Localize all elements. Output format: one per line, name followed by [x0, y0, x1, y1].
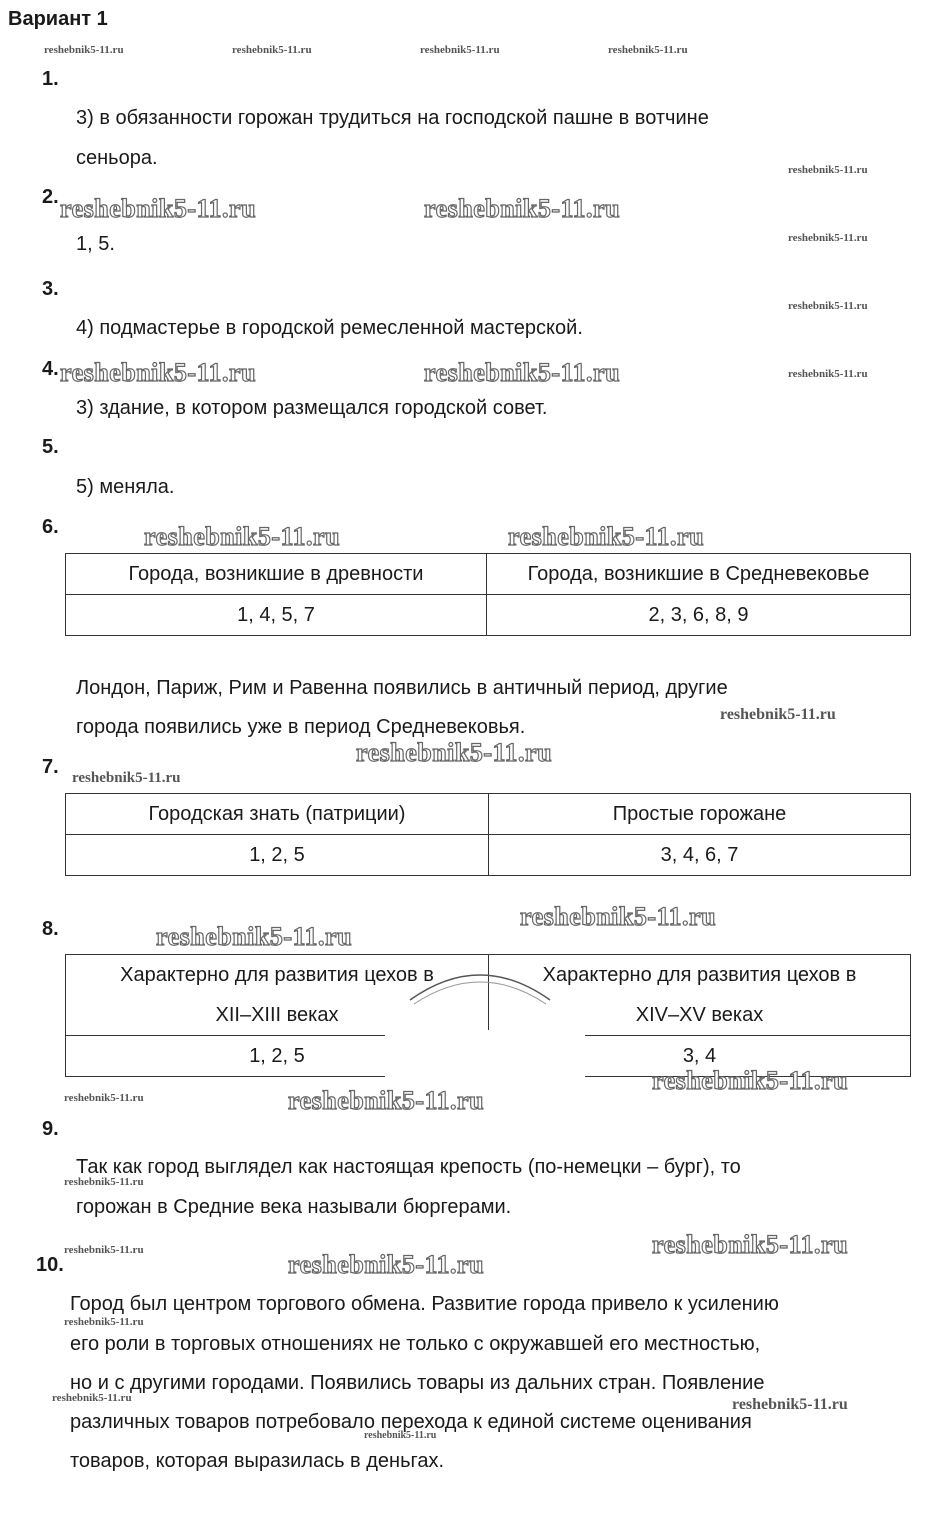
- question-number-8: 8.: [42, 918, 59, 940]
- watermark: reshebnik5-11.ru: [732, 1396, 848, 1413]
- question-number-2: 2.: [42, 186, 59, 208]
- watermark: reshebnik5-11.ru: [232, 44, 312, 56]
- watermark: reshebnik5-11.ru: [52, 1392, 132, 1404]
- answer-6-line-1: Лондон, Париж, Рим и Равенна появились в античный период, другие: [76, 677, 728, 699]
- watermark: reshebnik5-11.ru: [788, 232, 868, 244]
- answer-10-line-4: различных товаров потребовало перехода к единой системе оценивания: [70, 1411, 752, 1433]
- question-number-5: 5.: [42, 436, 59, 458]
- question-number-9: 9.: [42, 1118, 59, 1140]
- watermark: reshebnik5-11.ru: [356, 738, 553, 767]
- table-6-value-1: 1, 4, 5, 7: [66, 595, 487, 636]
- watermark: reshebnik5-11.ru: [520, 902, 717, 931]
- table-7: [65, 793, 911, 876]
- table-6-header-2: Города, возникшие в Средневековье: [487, 554, 911, 595]
- watermark: reshebnik5-11.ru: [288, 1250, 485, 1279]
- watermark: reshebnik5-11.ru: [788, 368, 868, 380]
- watermark: reshebnik5-11.ru: [424, 194, 621, 223]
- table-8-value-2: 3, 4: [489, 1036, 911, 1077]
- question-number-6: 6.: [42, 516, 59, 538]
- watermark: reshebnik5-11.ru: [44, 44, 124, 56]
- watermark: reshebnik5-11.ru: [156, 922, 353, 951]
- answer-10-line-5: товаров, которая выразилась в деньгах.: [70, 1450, 445, 1472]
- answer-1-line-1: 3) в обязанности горожан трудиться на господской пашне в вотчине: [76, 107, 709, 129]
- table-8-header-1-line-2: XII–XIII веках: [215, 1004, 339, 1026]
- table-7-value-2: 3, 4, 6, 7: [489, 835, 911, 876]
- table-6-header-1: Города, возникшие в древности: [66, 554, 487, 595]
- answer-9-line-1: Так как город выглядел как настоящая крепость (по-немецки – бург), то: [76, 1156, 741, 1178]
- question-number-1: 1.: [42, 68, 59, 90]
- question-number-3: 3.: [42, 278, 59, 300]
- watermark: reshebnik5-11.ru: [424, 358, 621, 387]
- scan-arc-icon: [400, 960, 560, 1020]
- table-7-value-1: 1, 2, 5: [66, 835, 489, 876]
- watermark: reshebnik5-11.ru: [788, 300, 868, 312]
- watermark: reshebnik5-11.ru: [508, 522, 705, 551]
- watermark: reshebnik5-11.ru: [64, 1316, 144, 1328]
- answer-6-line-2: города появились уже в период Средневековья.: [76, 716, 526, 738]
- watermark: reshebnik5-11.ru: [60, 358, 257, 387]
- answer-1-line-2: сеньора.: [76, 147, 158, 169]
- page-title: Вариант 1: [8, 8, 108, 30]
- table-8-header-1-line-1: Характерно для развития цехов в: [120, 964, 434, 986]
- watermark: reshebnik5-11.ru: [720, 706, 836, 723]
- table-7-header-1: Городская знать (патриции): [66, 794, 489, 835]
- table-7-header-2: Простые горожане: [489, 794, 911, 835]
- scan-gap: [385, 1030, 585, 1082]
- answer-10-line-1: Город был центром торгового обмена. Развитие города привело к усилению: [70, 1293, 779, 1315]
- answer-2: 1, 5.: [76, 233, 115, 255]
- watermark: reshebnik5-11.ru: [652, 1230, 849, 1259]
- answer-10-line-3: но и с другими городами. Появились товары из дальних стран. Появление: [70, 1372, 765, 1394]
- watermark: reshebnik5-11.ru: [64, 1092, 144, 1104]
- question-number-10: 10.: [36, 1254, 64, 1276]
- watermark: reshebnik5-11.ru: [364, 1430, 437, 1441]
- watermark: reshebnik5-11.ru: [72, 770, 181, 786]
- watermark: reshebnik5-11.ru: [144, 522, 341, 551]
- watermark: reshebnik5-11.ru: [652, 1066, 849, 1095]
- answer-10-line-2: его роли в торговых отношениях не только с окружавшей его местностью,: [70, 1333, 761, 1355]
- watermark: reshebnik5-11.ru: [60, 194, 257, 223]
- table-8-header-2-line-2: XIV–XV веках: [635, 1004, 764, 1026]
- answer-5: 5) меняла.: [76, 476, 175, 498]
- table-8-header-2-line-1: Характерно для развития цехов в: [542, 964, 857, 986]
- watermark: reshebnik5-11.ru: [288, 1086, 485, 1115]
- table-6-value-2: 2, 3, 6, 8, 9: [487, 595, 911, 636]
- answer-3: 4) подмастерье в городской ремесленной мастерской.: [76, 317, 583, 339]
- answer-4: 3) здание, в котором размещался городской совет.: [76, 397, 548, 419]
- answer-9-line-2: горожан в Средние века называли бюргерами.: [76, 1196, 512, 1218]
- table-6: [65, 553, 911, 636]
- question-number-4: 4.: [42, 358, 59, 380]
- watermark: reshebnik5-11.ru: [788, 164, 868, 176]
- watermark: reshebnik5-11.ru: [64, 1176, 144, 1188]
- table-8-value-1: 1, 2, 5: [66, 1036, 489, 1077]
- watermark: reshebnik5-11.ru: [608, 44, 688, 56]
- watermark: reshebnik5-11.ru: [64, 1244, 144, 1256]
- watermark: reshebnik5-11.ru: [420, 44, 500, 56]
- question-number-7: 7.: [42, 756, 59, 778]
